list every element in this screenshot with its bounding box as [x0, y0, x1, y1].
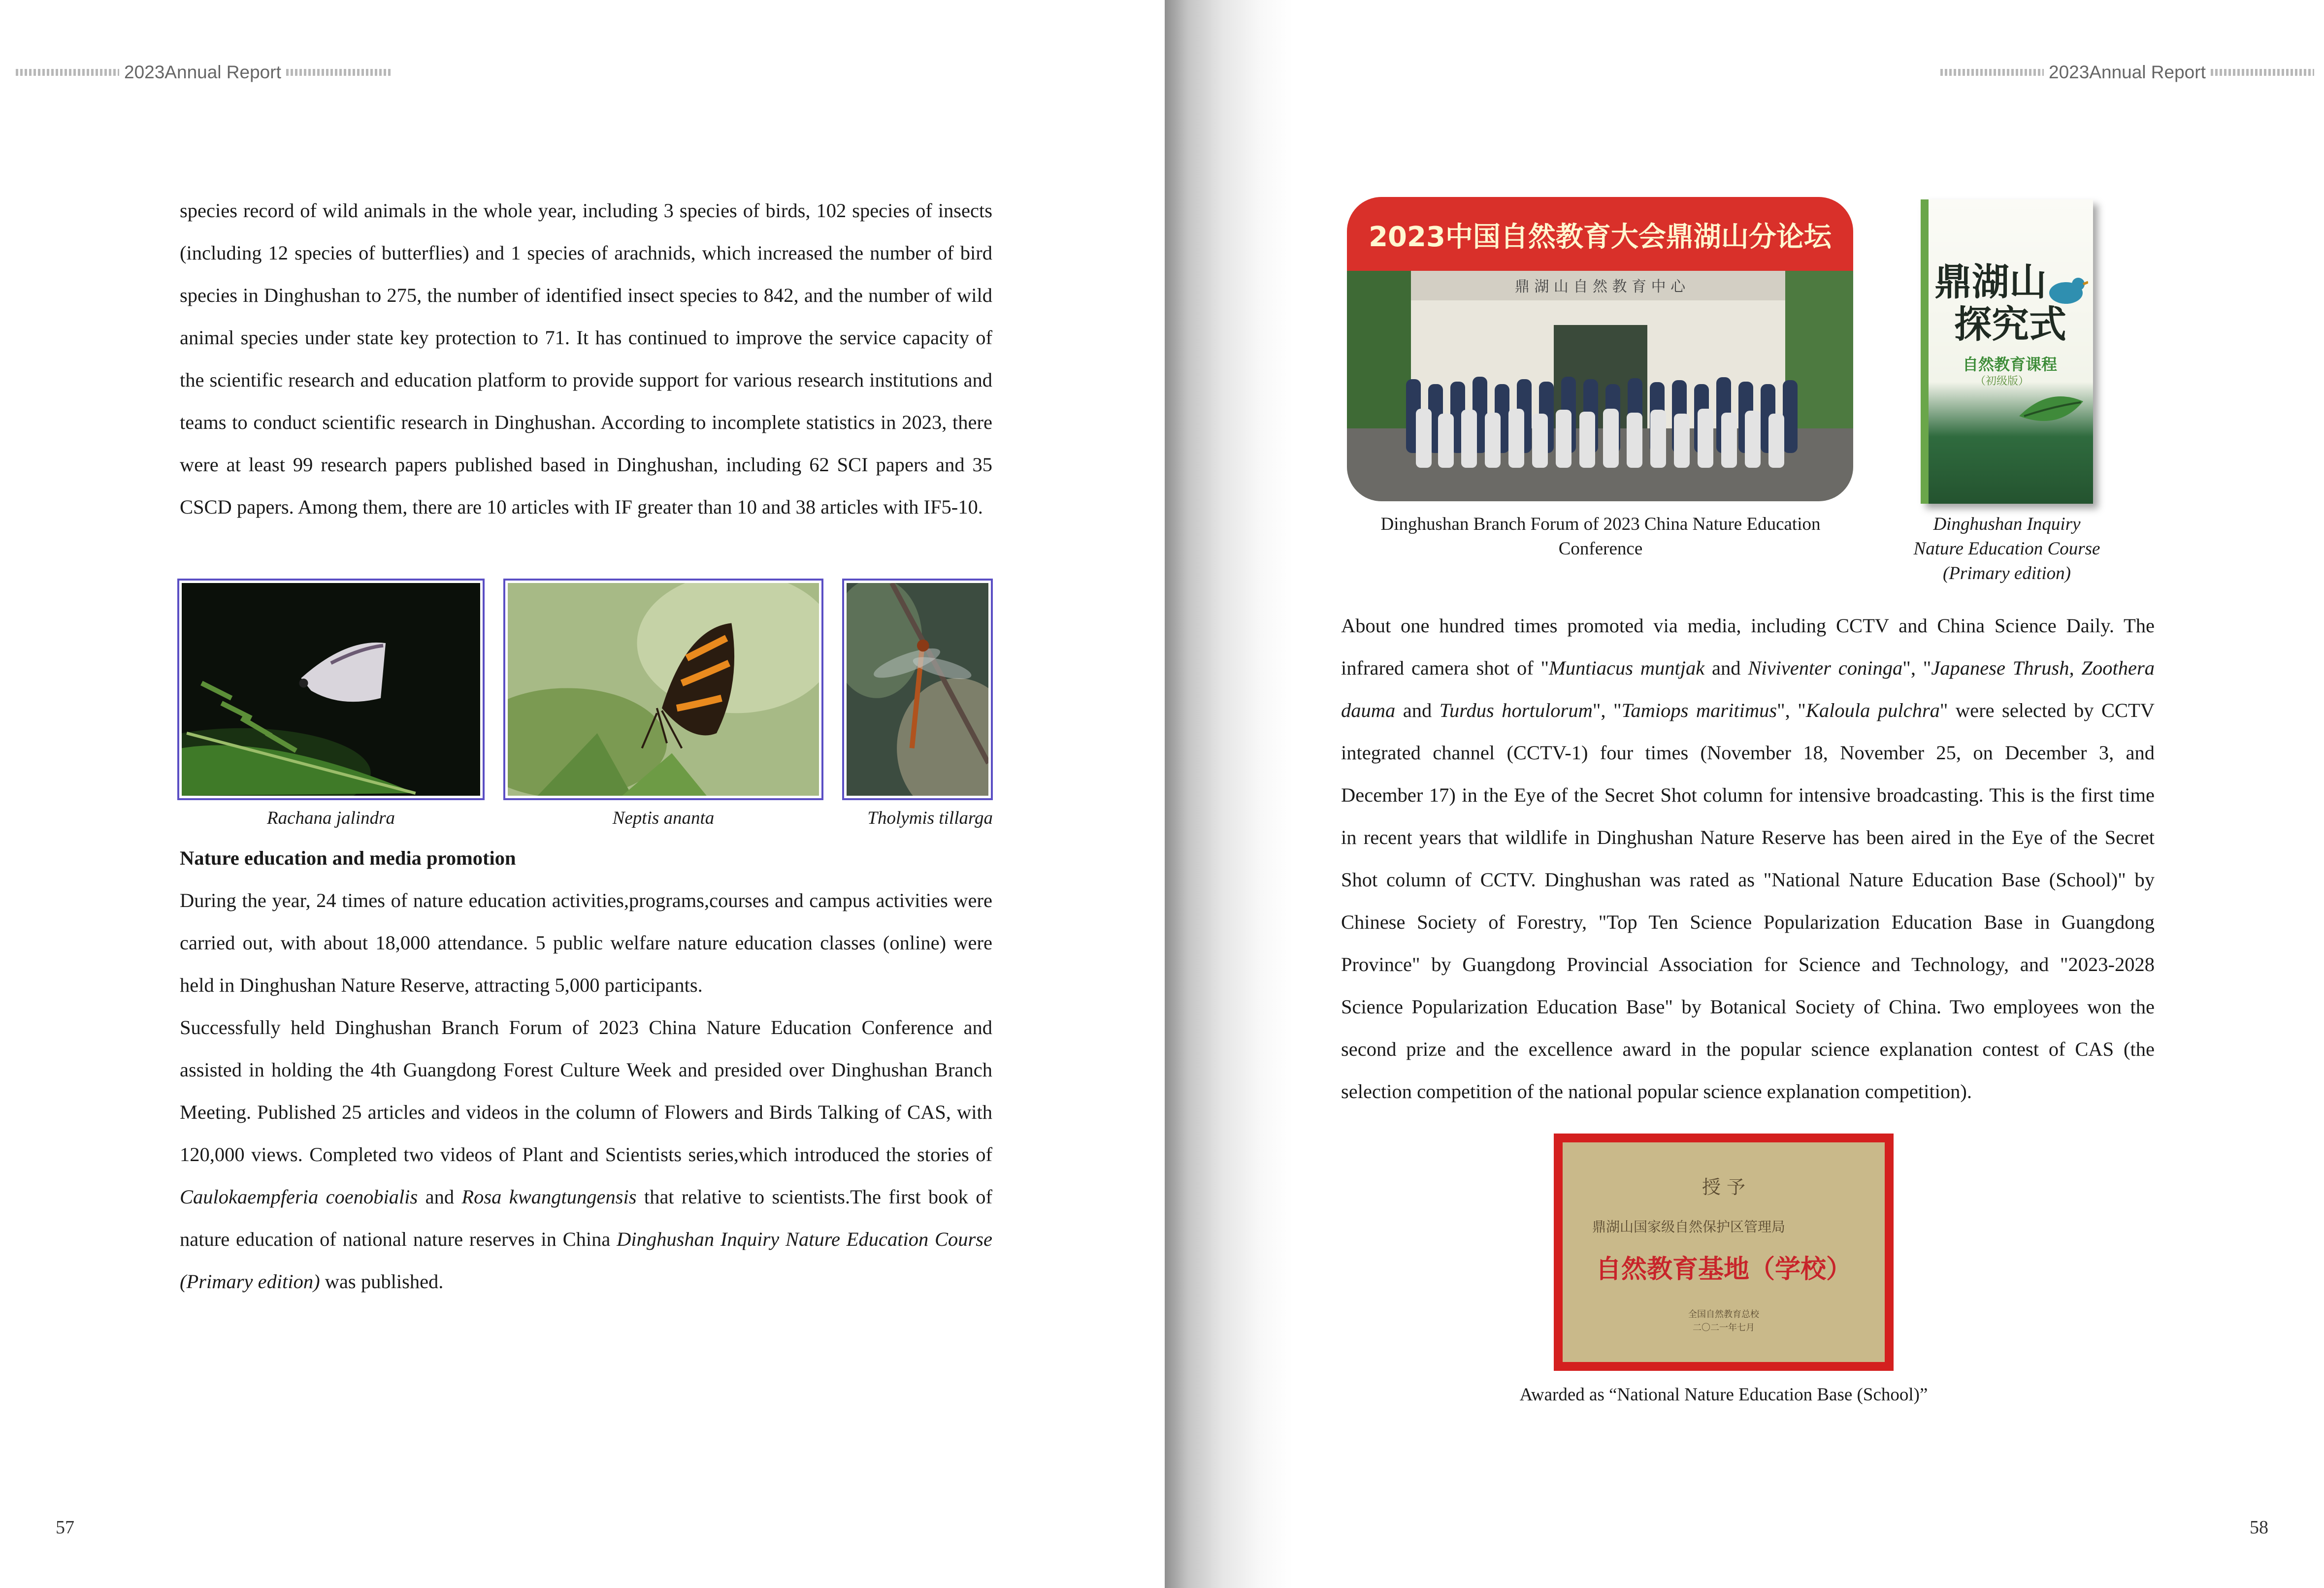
- section-heading: Nature education and media promotion: [180, 847, 516, 869]
- header-rule: [16, 69, 119, 76]
- header-rule: [2211, 69, 2314, 76]
- text-run: was published.: [320, 1270, 444, 1293]
- plaque-line: 授 予: [1702, 1176, 1746, 1198]
- plaque-panel: [1563, 1142, 1885, 1362]
- section-nature-education: [180, 837, 992, 1303]
- photo-caption: Tholymis tillarga: [867, 808, 993, 828]
- text-run: " were selected by CCTV integrated channel (CCTV-1) four times (November 18, November 25, on December 3, and December 17) in the Eye of the Secret Shot column for intensive broadcasting. This is the first time in recent years that wildlife in Dinghushan Nature Reserve has been aired in the Eye of the Secret Shot column of CCTV. Dinghushan was rated as "National Nature Education Base (School)" by Chinese Society of Forestry, "Top Ten Science Popularization Education Base in Guangdong Province" by Guangdong Provincial Association for Science and Technology, and "2023-2028 Science Popularization Education Base" by Botanical Society of China. Two employees won the second prize and the excellence award in the popular science explanation contest of CAS (the selection competition of the national popular science explanation competition).: [1341, 699, 2155, 1102]
- running-header: [1940, 61, 2314, 84]
- right-page: [1165, 0, 2324, 1588]
- butterfly-photo-image: [508, 583, 819, 796]
- page-number: 58: [2250, 1517, 2268, 1538]
- plaque-line: 自然教育基地（学校）: [1595, 1254, 1852, 1284]
- plaque-line: 二〇二一年七月: [1693, 1323, 1755, 1333]
- paragraph-text: species record of wild animals in the whole year, including 3 species of birds, 102 species of insects (including 12 species of butterflies) and 1 species of arachnids, which increased the number of bird species in Dinghushan to 275, the number of identified insect species to 842, and the number of wild animal species under state key protection to 71. It has continued to improve the service capacity of the scientific research and education platform to provide support for various research institutions and teams to conduct scientific research in Dinghushan. According to incomplete statistics in 2023, there were at least 99 research papers published based in Dinghushan, including 62 SCI papers and 35 CSCD papers. Among them, there are 10 articles with IF greater than 10 and 38 articles with IF5-10.: [180, 199, 992, 518]
- species-name: Rosa kwangtungensis: [461, 1186, 637, 1208]
- paragraph-text: [1341, 605, 2155, 1113]
- book-title-line: 探究式: [1954, 302, 2066, 346]
- species-name: Kaloula pulchra: [1805, 699, 1940, 721]
- header-rule: [1940, 69, 2044, 76]
- bird-illustration-icon: [2044, 268, 2088, 313]
- text-run: Successfully held Dinghushan Branch Forum of 2023 China Nature Education Conference and assisted in holding the 4th Guangdong Forest Culture Week and presided over Dinghushan Branch Meeting. Published 25 articles and videos in the column of Flowers and Birds Talking of CAS, with 120,000 views. Completed two videos of Plant and Scientists series,which introduced the stories of: [180, 1016, 992, 1166]
- text-run: ", ": [1592, 699, 1622, 721]
- species-name: Tamiops maritimus: [1621, 699, 1777, 721]
- group-photo: [1347, 197, 1853, 501]
- text-run: About one hundred times promoted via media, including CCTV and China Science Daily. The infrared camera shot of ": [1341, 615, 2155, 679]
- dragonfly-photo-image: [847, 583, 988, 796]
- building-sign-text: 鼎 湖 山 自 然 教 育 中 心: [1514, 278, 1686, 295]
- photo-rachana-jalindra: [177, 579, 485, 800]
- plaque-caption: Awarded as “National Nature Education Base (School)”: [1519, 1385, 1928, 1405]
- plaque-line: 鼎湖山国家级自然保护区管理局: [1592, 1219, 1786, 1235]
- group-photo-caption: Dinghushan Branch Forum of 2023 China Nature Education Conference: [1380, 514, 1821, 559]
- leaf-illustration-icon: [2014, 387, 2088, 441]
- book-cover: [1921, 199, 2093, 504]
- header-title: 2023Annual Report: [2049, 62, 2206, 82]
- text-run: that relative to scientists.The first book of nature education of national nature reserves in China: [180, 1186, 992, 1250]
- header-rule: [286, 69, 392, 76]
- book-edition: （初级版）: [1975, 375, 2029, 388]
- species-name: Niviventer coninga: [1748, 657, 1903, 679]
- photo-caption: Rachana jalindra: [266, 808, 395, 828]
- species-name: Japanese Thrush, Zoothera dauma: [1341, 657, 2155, 721]
- banner-text: 2023中国自然教育大会鼎湖山分论坛: [1369, 221, 1832, 253]
- plaque-line: 全国自然教育总校: [1688, 1309, 1759, 1320]
- photo-neptis-ananta: [503, 579, 823, 800]
- species-name: Caulokaempferia coenobialis: [180, 1186, 418, 1208]
- page-number: 57: [56, 1517, 74, 1538]
- body-paragraph-research: [180, 190, 992, 528]
- book-spine-edge: [1921, 199, 1929, 504]
- photo-caption: Neptis ananta: [612, 808, 715, 828]
- book-cover-caption: Dinghushan Inquiry Nature Education Course (Primary edition): [1913, 514, 2100, 583]
- book-title-line: 鼎湖山: [1934, 260, 2047, 304]
- award-plaque: [1554, 1134, 1894, 1371]
- text-run: and: [1704, 657, 1748, 679]
- group-photo-image: [1347, 197, 1853, 501]
- butterfly-photo-image: [182, 583, 480, 796]
- text-run: and: [1395, 699, 1440, 721]
- text-run: ", ": [1777, 699, 1806, 721]
- text-run: and: [418, 1186, 462, 1208]
- book-title: Dinghushan Inquiry Nature Education Course (Primary edition): [180, 1228, 992, 1293]
- photo-tholymis-tillarga: [842, 579, 993, 800]
- book-subtitle: 自然教育课程: [1963, 355, 2058, 374]
- text-run: ", ": [1902, 657, 1931, 679]
- paragraph-text: [180, 1006, 992, 1303]
- body-paragraph-media: [1341, 605, 2155, 1113]
- paragraph-text: During the year, 24 times of nature education activities,programs,courses and campus activities were carried out, with about 18,000 attendance. 5 public welfare nature education classes (online) were held in Dinghushan Nature Reserve, attracting 5,000 participants.: [180, 889, 992, 996]
- header-title: 2023Annual Report: [124, 62, 281, 82]
- running-header: [16, 61, 392, 84]
- species-name: Turdus hortulorum: [1439, 699, 1593, 721]
- species-name: Muntiacus muntjak: [1549, 657, 1705, 679]
